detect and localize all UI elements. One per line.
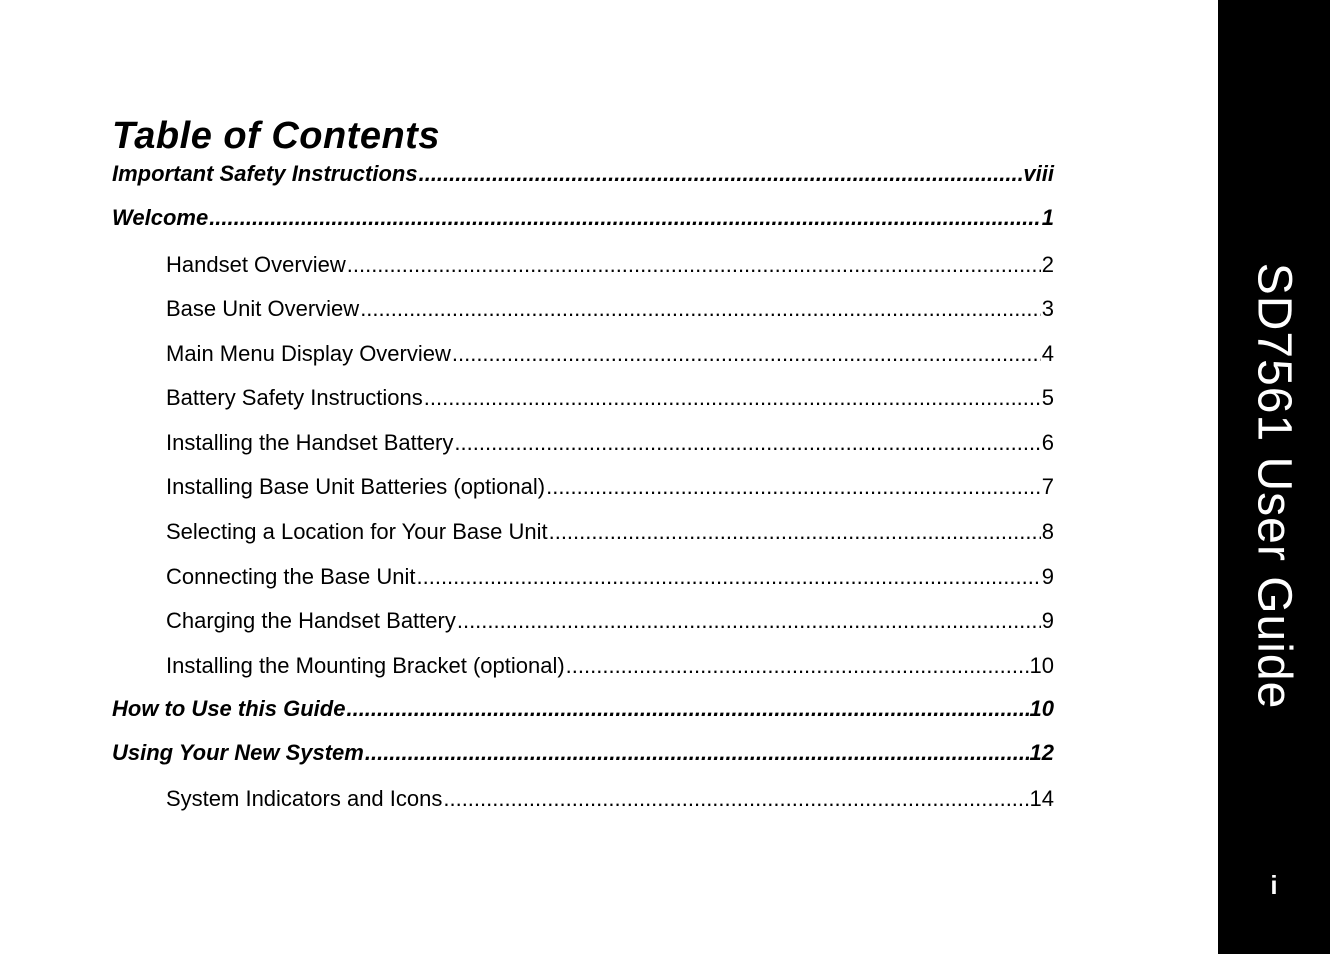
toc-entry-handset-overview[interactable]	[166, 251, 1054, 279]
toc-entry-label: System Indicators and Icons	[166, 786, 443, 811]
toc-entry-label: Charging the Handset Battery	[166, 608, 456, 633]
toc-entry-label: Battery Safety Instructions	[166, 385, 423, 410]
toc-entry-using-new-system[interactable]	[112, 739, 1054, 767]
toc-entry-label: Installing the Mounting Bracket (optional)	[166, 653, 565, 678]
toc-entry-page: 1	[1041, 205, 1054, 230]
toc-entry-system-indicators[interactable]	[166, 785, 1054, 813]
toc-entry-battery-safety[interactable]	[166, 384, 1054, 412]
toc-entry-how-to-use[interactable]	[112, 695, 1054, 723]
toc-entry-page: 6	[1041, 430, 1054, 455]
toc-entry-connecting-base[interactable]	[166, 563, 1054, 591]
toc-entry-label: Handset Overview	[166, 252, 346, 277]
page-number: i	[1270, 870, 1278, 900]
toc-entry-page: 9	[1041, 564, 1054, 589]
toc-entry-label: How to Use this Guide	[112, 696, 346, 721]
toc-entry-page: 7	[1041, 474, 1054, 499]
toc-entry-page: 12	[1029, 740, 1054, 765]
toc-entry-installing-handset-battery[interactable]	[166, 429, 1054, 457]
toc-entry-page: 8	[1041, 519, 1054, 544]
toc-entry-label: Connecting the Base Unit	[166, 564, 416, 589]
toc-entry-installing-base-batteries[interactable]	[166, 473, 1054, 501]
toc-entry-mounting-bracket[interactable]	[166, 652, 1054, 680]
toc-entry-label: Welcome	[112, 205, 209, 230]
toc-entry-page: 10	[1029, 696, 1054, 721]
toc-entry-page: 3	[1041, 296, 1054, 321]
toc-entry-page: viii	[1023, 161, 1054, 186]
toc-entry-label: Installing the Handset Battery	[166, 430, 454, 455]
toc-entry-label: Using Your New System	[112, 740, 364, 765]
page-title: Table of Contents	[112, 115, 440, 157]
toc-entry-page: 14	[1029, 786, 1054, 811]
toc-entry-page: 5	[1041, 385, 1054, 410]
toc-entry-base-unit-overview[interactable]	[166, 295, 1054, 323]
toc-entry-main-menu-display[interactable]	[166, 340, 1054, 368]
toc-entry-label: Base Unit Overview	[166, 296, 360, 321]
toc-entry-label: Main Menu Display Overview	[166, 341, 451, 366]
toc-entry-page: 4	[1041, 341, 1054, 366]
toc-entry-selecting-location[interactable]	[166, 518, 1054, 546]
toc-entry-label: Installing Base Unit Batteries (optional)	[166, 474, 546, 499]
toc-entry-important-safety[interactable]	[112, 160, 1054, 188]
toc-entry-label: Important Safety Instructions	[112, 161, 418, 186]
toc-entry-charging-handset[interactable]	[166, 607, 1054, 635]
sidebar-tab	[1218, 0, 1330, 954]
toc-entry-label: Selecting a Location for Your Base Unit	[166, 519, 548, 544]
toc-entry-page: 9	[1041, 608, 1054, 633]
toc-content	[112, 112, 1054, 160]
toc-entry-page: 2	[1041, 252, 1054, 277]
toc-entry-page: 10	[1029, 653, 1054, 678]
guide-title: SD7561 User Guide	[1247, 262, 1301, 710]
toc-entry-welcome[interactable]	[112, 204, 1054, 232]
